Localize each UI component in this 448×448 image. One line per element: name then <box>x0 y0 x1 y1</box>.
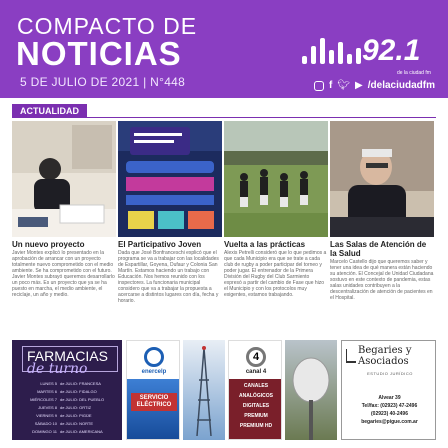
story-text-4: Marcelo Castello dijo que queremos saber y tener una idea de qué manera están haciendo su atención. El Concejal de Unidad Ciudadana sostuvo en este contexto de pandemia, estas salas unidades contribuyen a la descentralización de atención de pacientes en el Hospital. <box>330 259 434 301</box>
canal4-line: PREMIUM HD <box>239 423 273 429</box>
social-handle[interactable]: /delaciudadfm <box>367 80 435 91</box>
story-title-2[interactable]: El Participativo Joven <box>118 240 202 249</box>
story-text-3: Alexis Petrelli consideró que lo que pedimos a que cada Municipio era que se trate a cada club de rugby a poder participar del torneo y poder jugar. El entrenador de la Primera División del Rugby del Club Sarmiento expresó a partir del cambio de Fase que hizo el Municipio y con los protocolos muy exigentes, estamos trabajando. <box>224 250 327 298</box>
canal4-line: PREMIUM <box>244 413 268 419</box>
radio-logo <box>302 10 440 76</box>
canal4-logo-icon: 4 <box>246 347 266 367</box>
header-banner <box>0 0 448 98</box>
header-date: 5 DE JULIO DE 2021 | N°448 <box>20 75 186 89</box>
facebook-icon[interactable]: f <box>329 80 333 91</box>
social-links <box>314 80 435 91</box>
story-text-1: Javier Montes explicó lo presentado en la aprobación de arrancar con un proyecto totalmente nuevo comprometido con el medio ambiente. Se ha comprometido con el futuro. Javier Montes subrayó queremos desarrollarlo un poco más. Es un proyecto que ya se ha puesto en marcha, el medio ambiente, el reciclaje, un año y medio. <box>12 250 115 298</box>
canal4-line: DIGITALES <box>242 403 270 409</box>
farmacia-row: JUEVES 8 de JULIO: ORTIZ <box>38 405 92 410</box>
begaries-address: Alvear 39 <box>378 395 401 401</box>
satellite-dish-icon <box>285 340 337 440</box>
story-title-3[interactable]: Vuelta a las prácticas <box>224 240 306 249</box>
begaries-email[interactable]: begaries@pigue.com.ar <box>361 419 418 425</box>
canal4-line: ANALÓGICOS <box>239 393 273 399</box>
ad-satellite[interactable] <box>285 340 337 440</box>
begaries-name: Begaries y Asociados <box>358 345 412 367</box>
story-title-4[interactable]: Las Salas de Atención de la Salud <box>330 240 427 258</box>
logo-frequency: 92.1 <box>362 34 421 67</box>
farmacia-row: MARTES 6 de JULIO: FIDALGO <box>37 389 97 394</box>
story-photo-1[interactable] <box>12 121 116 237</box>
ad-canal4[interactable] <box>228 340 282 440</box>
farmacia-row: MIÉRCOLES 7 de JULIO: DEL PUEBLO <box>30 397 105 402</box>
section-divider <box>12 117 436 118</box>
farmacia-row: VIERNES 9 de JULIO: PIGÜE <box>36 413 92 418</box>
farmacias-title-line2: de turno <box>27 361 88 377</box>
farmacias-title <box>22 346 118 377</box>
enercelp-brand: enercelp <box>141 369 167 375</box>
radio-waves-icon <box>302 38 362 64</box>
header-title-line2: NOTICIAS <box>16 35 182 72</box>
farmacia-row: SÁBADO 10 de JULIO: NORTE <box>34 421 94 426</box>
story-photo-3[interactable] <box>224 121 328 237</box>
instagram-icon[interactable] <box>314 81 324 91</box>
begaries-phone-2: (02923) 40-2496 <box>371 411 408 417</box>
farmacia-row: DOMINGO 11 de JULIO: AMERICANA <box>32 429 103 434</box>
section-bar <box>12 104 436 118</box>
farmacias-title-line1: FARMACIAS <box>27 348 108 364</box>
header-title-line1: COMPACTO DE <box>17 13 198 39</box>
ad-begaries[interactable] <box>341 340 436 440</box>
canal4-brand: canal 4 <box>245 369 267 375</box>
begaries-phone: Tel/fax: (02923) 47-2496 <box>361 403 418 409</box>
ad-enercelp[interactable] <box>126 340 180 440</box>
story-text-2: Dada que José Bonfranceschi explicó que el programa se va a trabajar con las localidades de Espartillar, Goyena, Dufaur y Colonia San Martín. Estamos haciendo un trabajo con Educación. Nos hemos reunido con los inspectores. La funcionaria municipal considero que va a trabajar la propuesta a acercarse a distintos lugares con día, fecha y horario. <box>118 250 219 304</box>
begaries-subtitle: ESTUDIO JURÍDICO <box>367 371 413 376</box>
antenna-tower-icon <box>183 340 225 440</box>
story-photo-4[interactable] <box>330 121 434 237</box>
twitter-icon[interactable]: 🐦︎ <box>337 80 351 91</box>
logo-subtitle: de la ciudad fm <box>397 70 431 76</box>
canal4-line: CANALES <box>243 383 269 389</box>
farmacia-row: LUNES 5 de JULIO: FRANCESA <box>40 381 101 386</box>
ad-tower[interactable] <box>183 340 225 440</box>
scales-of-justice-icon <box>346 349 356 363</box>
story-title-1[interactable]: Un nuevo proyecto <box>12 240 85 249</box>
enercelp-service: SERVICIO ELÉCTRICO <box>131 393 177 411</box>
enercelp-logo-icon <box>144 347 164 367</box>
story-photo-2[interactable] <box>118 121 222 237</box>
youtube-icon[interactable]: ▶ <box>355 80 363 91</box>
farmacias-panel <box>12 340 122 440</box>
section-tab-actualidad: ACTUALIDAD <box>12 104 87 118</box>
